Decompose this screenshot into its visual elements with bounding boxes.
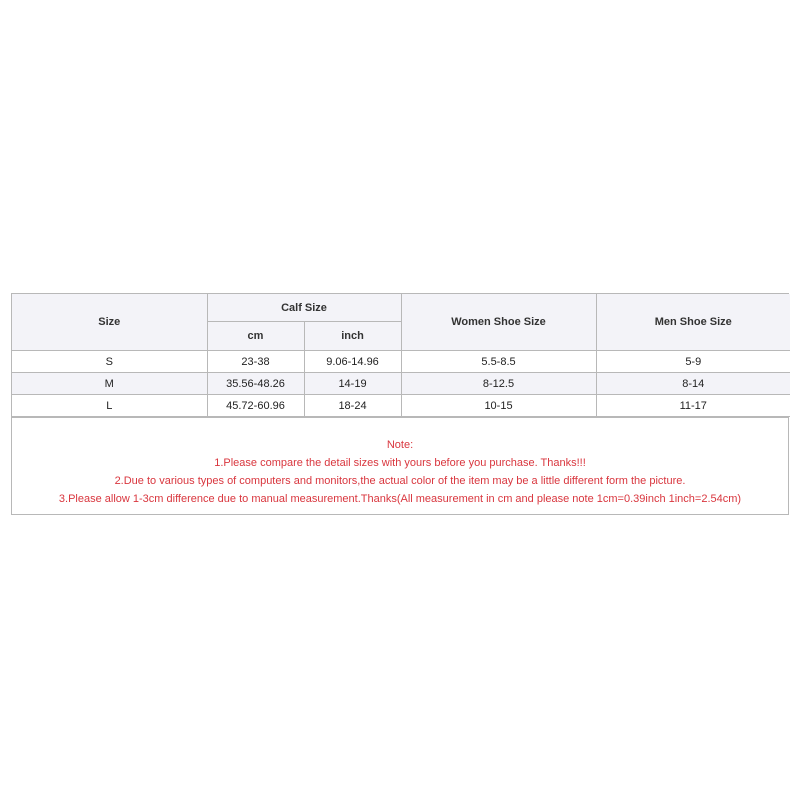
header-men-shoe-size: Men Shoe Size <box>596 294 790 351</box>
header-women-shoe-size: Women Shoe Size <box>401 294 596 351</box>
cell-women: 10-15 <box>401 395 596 417</box>
note-title: Note: <box>386 439 414 451</box>
cell-cm: 45.72-60.96 <box>207 395 304 417</box>
size-table <box>12 294 790 417</box>
cell-inch: 18-24 <box>304 395 401 417</box>
table-row <box>12 373 790 395</box>
table-row <box>12 351 790 373</box>
header-size: Size <box>12 294 207 351</box>
cell-size: M <box>12 373 207 395</box>
cell-men: 11-17 <box>596 395 790 417</box>
cell-size: S <box>12 351 207 373</box>
size-chart <box>11 293 789 515</box>
header-inch: inch <box>304 322 401 351</box>
cell-inch: 9.06-14.96 <box>304 351 401 373</box>
table-row <box>12 395 790 417</box>
cell-men: 5-9 <box>596 351 790 373</box>
header-calf-size: Calf Size <box>207 294 401 322</box>
notes-section <box>12 417 788 514</box>
note-line-3: 3.Please allow 1-3cm difference due to manual measurement.Thanks(All measurement in cm and please note 1cm=0.39inch 1inch=2.54cm) <box>58 493 742 505</box>
note-line-1: 1.Please compare the detail sizes with yours before you purchase. Thanks!!! <box>214 457 586 469</box>
cell-women: 5.5-8.5 <box>401 351 596 373</box>
note-line-2: 2.Due to various types of computers and monitors,the actual color of the item may be a little different form the picture. <box>114 475 686 487</box>
header-cm: cm <box>207 322 304 351</box>
cell-cm: 23-38 <box>207 351 304 373</box>
cell-cm: 35.56-48.26 <box>207 373 304 395</box>
cell-size: L <box>12 395 207 417</box>
cell-women: 8-12.5 <box>401 373 596 395</box>
cell-men: 8-14 <box>596 373 790 395</box>
cell-inch: 14-19 <box>304 373 401 395</box>
